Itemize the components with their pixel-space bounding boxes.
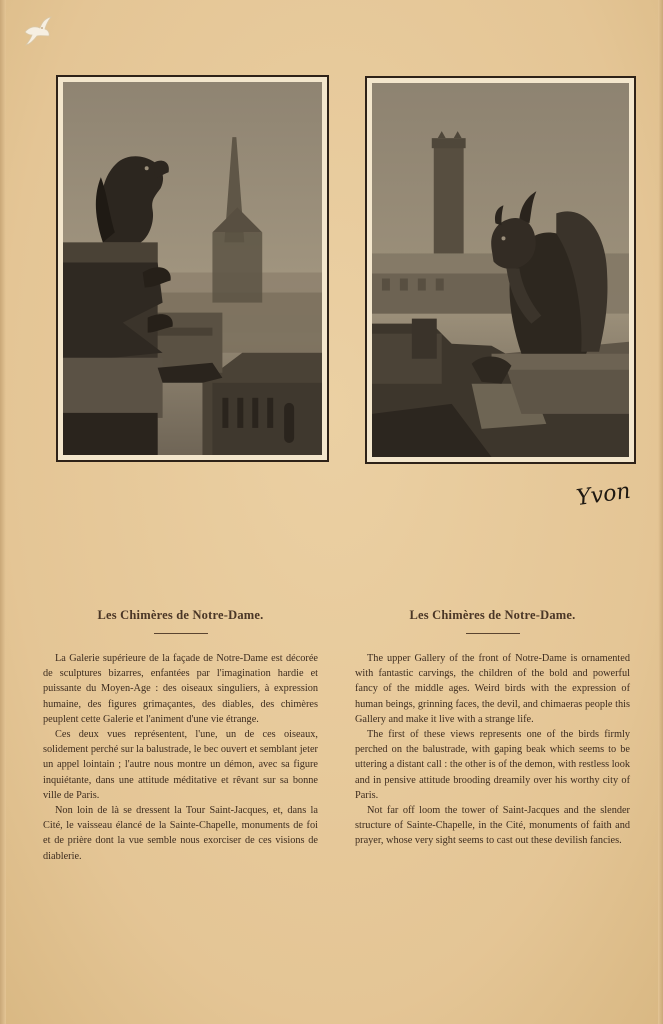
french-body [43,651,318,864]
english-paragraph-1: The upper Gallery of the front of Notre-Dame is ornamented with fantastic carvings, the children of the bold and powerful fancy of the middle ages. Weird birds with the expression of human beings, grinning faces, the devil, and chimaeras people this Gallery and make it live with a strange life. [355,653,630,725]
english-title-rule [466,633,520,634]
card-edge-right [658,0,663,1024]
english-paragraph-3: Not far off loom the tower of Saint-Jacques and the slender structure of Sainte-Chapelle, in the Cité, monuments of faith and prayer, whose very sight seems to cast out these devilish fancies. [355,805,630,847]
photo-left-gargoyle-bird [56,75,329,462]
english-body [355,651,630,849]
signature-yvon [574,470,633,516]
english-title: Les Chimères de Notre-Dame. [409,608,576,622]
svg-text:Yvon: Yvon [574,478,633,512]
french-paragraph-2: Ces deux vues représentent, l'une, un de ces oiseaux, solidement perché sur la balustrade, le bec ouvert et semblant jeter un appel lointain ; l'autre nous montre un démon, avec sa figure inquiétante, dans une attitude méditative et rêvant sur sa bonne ville de Paris. [43,729,318,801]
french-title-rule [154,633,208,634]
french-title: Les Chimères de Notre-Dame. [97,608,264,622]
french-text-column [43,608,318,864]
card-edge-left [0,0,6,1024]
english-text-column [355,608,630,849]
photo-right-gargoyle-demon [365,76,636,464]
photo-left-image [63,82,322,455]
french-paragraph-3: Non loin de là se dressent la Tour Saint-Jacques, et, dans la Cité, le vaisseau élancé de la Sainte-Chapelle, monuments de foi et de prière dont la vue semble nous exorciser de ces visions de diablerie. [43,805,318,862]
english-paragraph-2: The first of these views represents one of the birds firmly perched on the balustrade, with gaping beak which seems to be uttering a distant call : the other is of the demon, with restless look and in pensive attitude brooding dreamily over his worthy city of Paris. [355,729,630,801]
dove-icon [22,14,54,48]
french-paragraph-1: La Galerie supérieure de la façade de Notre-Dame est décorée de sculptures bizarres, enfantées par l'imagination hardie et puissante du Moyen-Age : des oiseaux singuliers, à expression humaine, des figures grimaçantes, des diables, des chimères peuplent cette Galerie et l'animent d'une vie étrange. [43,653,318,725]
photo-right-image [372,83,629,457]
